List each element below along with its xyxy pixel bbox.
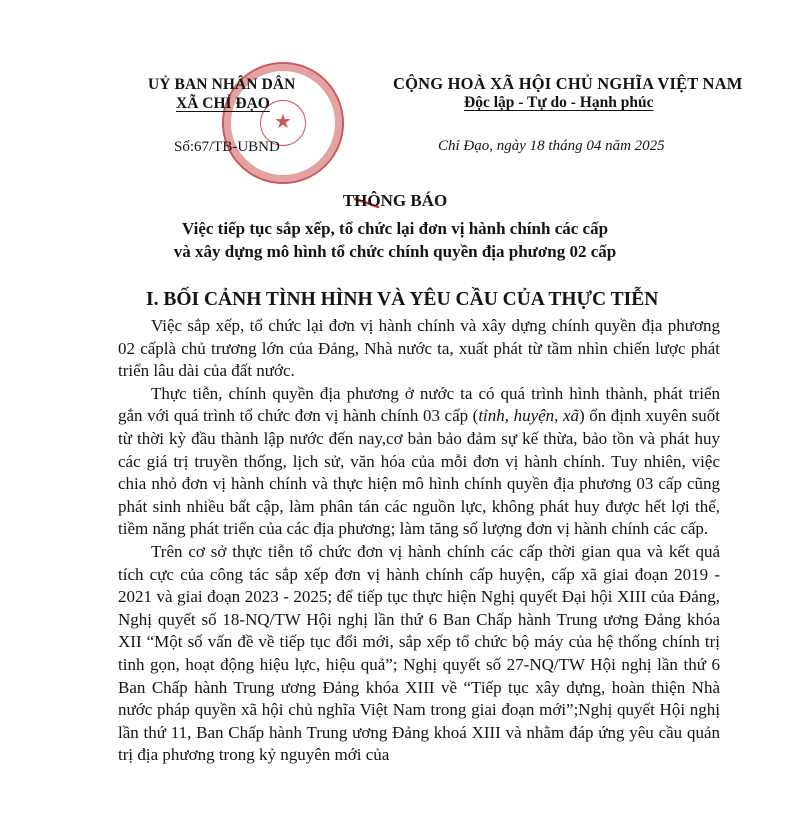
national-motto: Độc lập - Tự do - Hạnh phúc xyxy=(464,94,654,111)
document-number: Số:67/TB-UBND xyxy=(174,139,280,155)
date-line: Chỉ Đạo, ngày 18 tháng 04 năm 2025 xyxy=(438,138,665,154)
org-name-line2: XÃ CHỈ ĐẠO xyxy=(176,95,270,112)
paragraph-2-text-b: ) ổn định xuyên suốt từ thời kỳ đầu thành lập nước đến nay,cơ bản bảo đảm sự kế thừa, bảo tồn và phát huy các giá trị truyền thống, lịch sử, văn hóa của mỗi đơn vị hành chính. Tuy nhiên, việc chia nhỏ đơn vị hành chính và thực hiện mô hình chính quyền địa phương 03 cấp cũng phát sinh nhiều bất cập, làm phân tán các nguồn lực, không phát huy được hết lợi thế, tiềm năng phát triển của các địa phương; làm tăng số lượng đơn vị hành chính các cấp. xyxy=(118,406,720,539)
body-paragraph-2 xyxy=(118,383,720,541)
document-body xyxy=(118,315,720,767)
body-paragraph-1: Việc sắp xếp, tổ chức lại đơn vị hành chính và xây dựng chính quyền địa phương 02 cấplà chủ trương lớn của Đảng, Nhà nước ta, xuất phát từ tầm nhìn chiến lược phát triển lâu dài của đất nước. xyxy=(118,316,720,381)
body-paragraph-3: Trên cơ sở thực tiễn tổ chức đơn vị hành chính các cấp thời gian qua và kết quả tích cực của công tác sắp xếp đơn vị hành chính cấp huyện, cấp xã giai đoạn 2019 - 2021 và giai đoạn 2023 - 2025; để tiếp tục thực hiện Nghị quyết Đại hội XIII của Đảng, Nghị quyết số 18-NQ/TW Hội nghị lần thứ 6 Ban Chấp hành Trung ương Đảng khóa XII “Một số vấn đề về tiếp tục đổi mới, sắp xếp tổ chức bộ máy của hệ thống chính trị tinh gọn, hoạt động hiệu lực, hiệu quả”; Nghị quyết số 27-NQ/TW Hội nghị lần thứ 6 Ban Chấp hành Trung ương Đảng khóa XIII về “Tiếp tục xây dựng, hoàn thiện Nhà nước pháp quyền xã hội chủ nghĩa Việt Nam trong giai đoạn mới”;Nghị quyết Hội nghị lần thứ 11, Ban Chấp hành Trung ương Đảng khoá XIII và nhằm đáp ứng yêu cầu quản trị địa phương trong kỷ nguyên mới của xyxy=(118,541,720,765)
star-icon: ★ xyxy=(274,111,292,133)
document-subject-line1: Việc tiếp tục sắp xếp, tổ chức lại đơn vị hành chính các cấp xyxy=(181,219,609,238)
paragraph-2-italic: tỉnh, huyện, xã xyxy=(478,406,580,426)
national-title: CỘNG HOÀ XÃ HỘI CHỦ NGHĨA VIỆT NAM xyxy=(393,74,743,93)
org-name-line1: UỶ BAN NHÂN DÂN xyxy=(148,76,296,93)
document-type: THÔNG BÁO xyxy=(342,191,448,210)
section-heading: I. BỐI CẢNH TÌNH HÌNH VÀ YÊU CẦU CỦA THỰC TIỄN xyxy=(146,289,659,310)
document-subject-line2: và xây dựng mô hình tổ chức chính quyền địa phương 02 cấp xyxy=(173,242,617,261)
paragraph-2-text-a: Thực tiễn, chính quyền địa phương ở nước ta có quá trình hình thành, phát triển gắn với quá trình tổ chức đơn vị hành chính 03 cấp ( xyxy=(118,383,720,426)
